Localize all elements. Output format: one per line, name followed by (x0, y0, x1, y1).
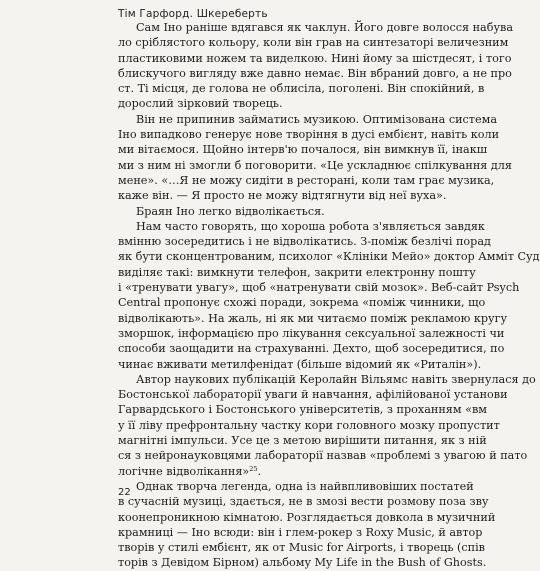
text-line (118, 112, 538, 127)
text-line (118, 81, 538, 96)
text-line-content: Бостонської лабораторії уваги й навчання, афілійованої установи (118, 388, 508, 402)
text-line-content: Автор наукових публікацій Керолайн Вільямс навіть звернулася до (136, 372, 536, 386)
text-line (118, 234, 538, 249)
text-line-content: дорослий зірковий творець. (118, 97, 283, 111)
text-line (118, 20, 538, 35)
text-line (118, 326, 538, 341)
text-line (118, 127, 538, 142)
text-line (118, 265, 538, 280)
text-line-content: Однак творча легенда, одна із найвпливовіших постатей (136, 479, 474, 493)
text-line (118, 540, 538, 555)
text-line (118, 188, 538, 203)
text-line-content: і «тренувати увагу», щоб «натренувати свій мозок». Веб-сайт Psych (118, 281, 520, 295)
text-line (118, 433, 538, 448)
text-line-content: вмінню зосередитись і не відволікатись. З-поміж безлічі порад (118, 235, 491, 249)
text-line (118, 510, 538, 525)
paragraph (118, 479, 538, 571)
text-line-content: ми з ним ні змогли б поговорити. «Це ускладнює спілкування для (118, 158, 512, 172)
text-line (118, 173, 538, 188)
footnote-marker[interactable]: 25 (249, 464, 258, 473)
text-line (118, 35, 538, 50)
text-line (118, 158, 538, 173)
text-line (118, 494, 538, 509)
text-line (118, 96, 538, 111)
text-line-content: коонепроникною кімнатою. Розглядається довкола в музичний (118, 510, 496, 524)
text-line (118, 555, 538, 570)
text-line-content: Нам часто говорять, що хороша робота з'являється завдяк (136, 219, 485, 233)
text-line-content: пластиковими ножем та виделкою. Нині йому за шістдесят, і того (118, 51, 512, 65)
text-line (118, 280, 538, 295)
text-line-content: Він не припинив займатись музикою. Оптимізована система (136, 112, 497, 126)
text-line (118, 341, 538, 356)
text-line-content: ло сріблястого кольору, коли він грав на синтезаторі величезним (118, 36, 509, 50)
text-line-content: Central пропонує схожі поради, зокрема «поміж чинники, що (118, 296, 486, 310)
text-line-content: у її ліву префронтальну частку кори головного мозку пропустит (118, 418, 500, 432)
text-line-content: Іно випадково генерує нове творіння в дусі ембієнт, навіть коли (118, 128, 500, 142)
text-line-content: каже він. — Я просто не можу відтягнути від неї вуха». (118, 189, 447, 203)
text-line-content: способи заощадити на страхуванні. Дехто, щоб зосередитися, по (118, 342, 505, 356)
text-line-content: в сучасній музиці, здається, не в змозі вести розмову поза зву (118, 495, 489, 509)
text-line-content: ми вітаємося. Щойно інтерв'ю почалося, він вимкнув її, інакш (118, 143, 488, 157)
text-line (118, 142, 538, 157)
text-line-content: ся з нейронауковцями лабораторії назвав «проблемі з увагою й пато (118, 449, 528, 463)
text-line-content: крамниці — Іно всюди: він і глем-рокер з Roxy Music, й автор (118, 525, 483, 539)
text-line-content: Браян Іно легко відволікається. (136, 204, 325, 218)
text-line-content: логічне відволікання» (118, 464, 250, 478)
paragraph (118, 112, 538, 204)
text-line (118, 464, 538, 479)
text-line (118, 418, 538, 433)
text-line-content: зморшок, інформацією про лікування сексуальної залежності чи (118, 326, 505, 340)
running-head: Тім Гарфорд. Шкереберть (118, 8, 268, 20)
text-line-content: творів у стилі ембієнт, як от Music for Airports, і творець (спів (118, 541, 485, 555)
paragraph (118, 219, 538, 372)
text-line (118, 357, 538, 372)
page-number: 22 (118, 487, 131, 498)
text-line (118, 66, 538, 81)
text-line-content: чинає вживати метилфенідат (більше відомий як «Риталін»). (118, 357, 482, 371)
text-line-content: ст. Ті місця, де голова не облисіла, поголені. Він спокійний, в (118, 82, 485, 96)
text-line (118, 448, 538, 463)
text-line (118, 311, 538, 326)
text-line (118, 249, 538, 264)
text-line-content: відволікають». На жаль, ні як ми читаємо поміж рекламою кругу (118, 311, 508, 325)
body-text (118, 20, 538, 571)
text-line-content: як бути сконцентрованим, психолог «Клініки Мейо» доктор Амміт Суд (118, 250, 540, 264)
text-line (118, 402, 538, 417)
text-line-content: блискучого вигляду вже давно немає. Він вбраний довго, а не про (118, 66, 512, 80)
text-line-content: Гарвардського і Бостонського університетів, з проханням «вм (118, 403, 487, 417)
text-line (118, 372, 538, 387)
text-line (118, 204, 538, 219)
text-line (118, 479, 538, 494)
text-line (118, 525, 538, 540)
text-line-content: магнітні імпульси. Усе це з метою вирішити питання, як з ній (118, 434, 487, 448)
paragraph (118, 372, 538, 479)
text-line-content: Сам Іно раніше вдягався як чаклун. Його довге волосся набува (136, 21, 514, 34)
text-line (118, 387, 538, 402)
text-line-content: мене». «…Я не можу сидіти в ресторані, коли там грає музика, (118, 173, 495, 187)
text-line-content: виділяє такі: вимкнути телефон, закрити електронну пошту (118, 265, 476, 279)
paragraph (118, 20, 538, 112)
text-line (118, 219, 538, 234)
text-line (118, 51, 538, 66)
period: . (257, 464, 262, 478)
text-line-content: торів з Девідом Бірном) альбому My Life in the Bush of Ghosts. (118, 556, 487, 570)
paragraph (118, 204, 538, 219)
text-line (118, 295, 538, 310)
